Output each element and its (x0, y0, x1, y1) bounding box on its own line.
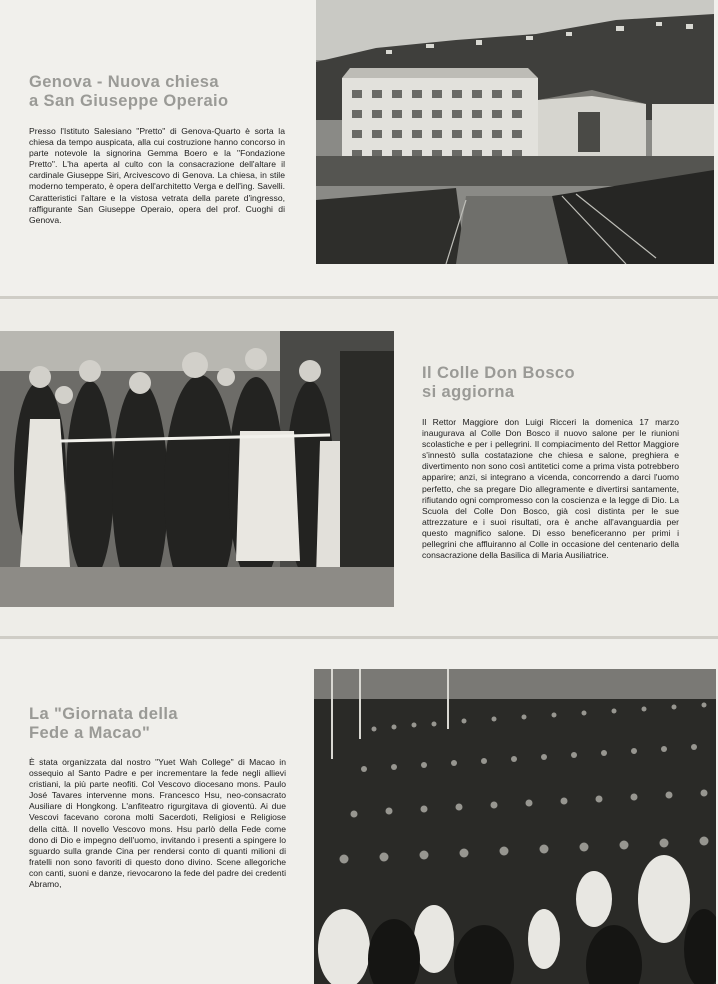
article-title-line: Il Colle Don Bosco (422, 364, 575, 382)
article-title-line: La "Giornata della (29, 705, 178, 723)
article-body: È stata organizzata dal nostro "Yuet Wah College" di Macao in ossequio al Santo Padre e per incrementare la fede negli allievi cristiani, la più parte neofiti. Col Vescovo diocesano mons. Paulo José Tavares intervenne mons. Francesco Hsu, neo-consacrato Ausiliare di Hongkong. L'anfiteatro rigurgitava di gioventù. Ai due Vescovi facevano corona molti Sacerdoti, Religiosi e Religiose della città. Il novello Vescovo mons. Hsu parlò della Fede come dono di Dio e impegno dell'uomo, invitando i presenti a spingere lo sguardo sulla grande Cina per rendersi conto di quanti milioni di fratelli non sono favoriti di questo dono divino. Scene allegoriche con canti, suoni e danze, rievocarono la fede del padre dei credenti Abramo, (29, 757, 286, 890)
photo-ribbon-cutting (0, 331, 394, 607)
article-title (29, 705, 299, 743)
section-divider (0, 296, 718, 299)
article-title (29, 73, 299, 111)
section-divider (0, 636, 718, 639)
photo-amphitheatre-crowd (314, 669, 716, 984)
article-title-line: Fede a Macao" (29, 724, 151, 742)
article-title (422, 364, 692, 402)
article-body: Presso l'Istituto Salesiano "Pretto" di Genova-Quarto è sorta la chiesa da tempo auspicata, alla cui costruzione hanno concorso in parte notevole la signorina Gemma Boero e la "Fondazione Pretto". L'ha aperta al culto con la consacrazione dell'altare il cardinale Giuseppe Siri, Arcivescovo di Genova. La chiesa, in stile moderno temperato, è opera dell'architetto Verga e dell'ing. Savelli. Caratteristici l'altare e la vistosa vetrata della parete d'ingresso, raffigurante San Giuseppe Operaio, opera del prof. Cuoghi di Genova. (29, 126, 285, 225)
article-title-line: Genova - Nuova chiesa (29, 73, 219, 91)
article-title-line: si aggiorna (422, 383, 515, 401)
photo-church-building (316, 0, 714, 264)
article-title-line: a San Giuseppe Operaio (29, 92, 229, 110)
article-body: Il Rettor Maggiore don Luigi Ricceri la domenica 17 marzo inaugurava al Colle Don Bosco il nuovo salone per le riunioni scolastiche e per i pellegrini. Il compiacimento del Rettor Maggiore s'innestò sulla costatazione che chiesa e salone, preghiera e divertimento non sono così antitetici come a prima vista potrebbero apparire; anzi, si integrano a vicenda, concorrendo a darci l'uomo perfetto, che sa pregare Dio allegramente e divertirsi santamente, rifiutando ogni compromesso con la coscienza e la legge di Dio. La Scuola del Colle Don Bosco, già così distinta per le sue attrezzature e i suoi risultati, ora è anche all'avanguardia per questo magnifico salone. Di esso beneficeranno per primi i pellegrini che affluiranno al Colle in occasione del centenario della consacrazione della Basilica di Maria Ausiliatrice. (422, 417, 679, 561)
